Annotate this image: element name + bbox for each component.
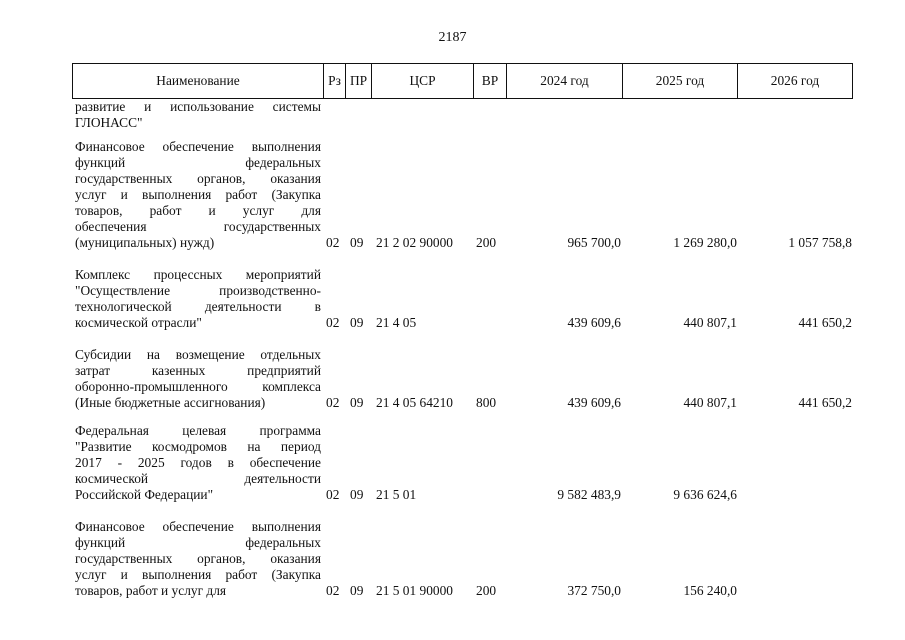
row-name <box>75 267 321 331</box>
row-name-line: "Осуществление производственно- <box>75 283 321 298</box>
table-row <box>0 347 905 411</box>
row-name-line: государственных органов, оказания <box>75 171 321 186</box>
row-2024: 372 750,0 <box>567 583 621 598</box>
row-name-line: Субсидии на возмещение отдельных <box>75 347 321 362</box>
table-row <box>0 267 905 331</box>
row-2024: 9 582 483,9 <box>557 487 621 502</box>
row-rz: 02 <box>326 315 340 330</box>
row-pr: 09 <box>350 583 364 598</box>
row-name <box>75 99 321 131</box>
row-name-line: оборонно-промышленного комплекса <box>75 379 321 394</box>
row-name-line: ГЛОНАСС" <box>75 115 143 130</box>
row-name-line: (муниципальных) нужд) <box>75 235 215 250</box>
row-name-line: Финансовое обеспечение выполнения <box>75 519 321 534</box>
header-name: Наименование <box>73 64 324 98</box>
row-name <box>75 519 321 599</box>
row-pr: 09 <box>350 395 364 410</box>
table-header <box>72 63 853 99</box>
row-2024: 439 609,6 <box>567 395 621 410</box>
row-2025: 9 636 624,6 <box>673 487 737 502</box>
row-name-line: товаров, работ и услуг для <box>75 203 321 218</box>
row-name-line: функций федеральных <box>75 535 321 550</box>
row-pr: 09 <box>350 487 364 502</box>
table-row <box>0 423 905 503</box>
row-rz: 02 <box>326 395 340 410</box>
table-row <box>0 99 905 131</box>
row-csr: 21 5 01 90000 <box>376 583 453 598</box>
row-name-line: развитие и использование системы <box>75 99 321 114</box>
header-2024: 2024 год <box>507 64 623 98</box>
row-rz: 02 <box>326 487 340 502</box>
row-name-line: Финансовое обеспечение выполнения <box>75 139 321 154</box>
row-name-line: обеспечения государственных <box>75 219 321 234</box>
row-vr: 800 <box>476 395 497 410</box>
row-name-line: государственных органов, оказания <box>75 551 321 566</box>
table-row <box>0 139 905 251</box>
row-2025: 440 807,1 <box>683 315 737 330</box>
row-csr: 21 4 05 64210 <box>376 395 453 410</box>
page-number: 2187 <box>438 30 467 45</box>
row-rz: 02 <box>326 583 340 598</box>
row-name-line: 2017 - 2025 годов в обеспечение <box>75 455 321 470</box>
row-2024: 439 609,6 <box>567 315 621 330</box>
row-name <box>75 423 321 503</box>
row-name-line: услуг и выполнения работ (Закупка <box>75 187 321 202</box>
row-name-line: функций федеральных <box>75 155 321 170</box>
header-rz: Рз <box>324 64 346 98</box>
row-name-line: Федеральная целевая программа <box>75 423 321 438</box>
row-vr: 200 <box>476 583 497 598</box>
row-rz: 02 <box>326 235 340 250</box>
header-2026: 2026 год <box>770 73 820 88</box>
row-name <box>75 347 321 411</box>
row-csr: 21 4 05 <box>376 315 417 330</box>
row-name <box>75 139 321 251</box>
row-name-line: затрат казенных предприятий <box>75 363 321 378</box>
row-name-line: "Развитие космодромов на период <box>75 439 321 454</box>
row-name-line: услуг и выполнения работ (Закупка <box>75 567 321 582</box>
row-name-line: технологической деятельности в <box>75 299 321 314</box>
row-2025: 156 240,0 <box>683 583 737 598</box>
row-2025: 440 807,1 <box>683 395 737 410</box>
row-name-line: космической отрасли" <box>75 315 202 330</box>
header-csr: ЦСР <box>372 64 474 98</box>
row-2024: 965 700,0 <box>567 235 621 250</box>
row-pr: 09 <box>350 235 364 250</box>
header-vr: ВР <box>474 64 507 98</box>
table-row <box>0 519 905 599</box>
row-csr: 21 5 01 <box>376 487 417 502</box>
row-pr: 09 <box>350 315 364 330</box>
row-2026: 441 650,2 <box>798 395 852 410</box>
header-pr: ПР <box>346 64 372 98</box>
row-2025: 1 269 280,0 <box>673 235 737 250</box>
row-2026: 1 057 758,8 <box>788 235 852 250</box>
row-csr: 21 2 02 90000 <box>376 235 453 250</box>
row-vr: 200 <box>476 235 497 250</box>
row-name-line: Комплекс процессных мероприятий <box>75 267 321 282</box>
row-2026: 441 650,2 <box>798 315 852 330</box>
row-name-line: Российской Федерации" <box>75 487 214 502</box>
row-name-line: космической деятельности <box>75 471 321 486</box>
header-2025: 2025 год <box>623 64 738 98</box>
row-name-line: (Иные бюджетные ассигнования) <box>75 395 266 410</box>
row-name-line: товаров, работ и услуг для <box>75 583 227 598</box>
